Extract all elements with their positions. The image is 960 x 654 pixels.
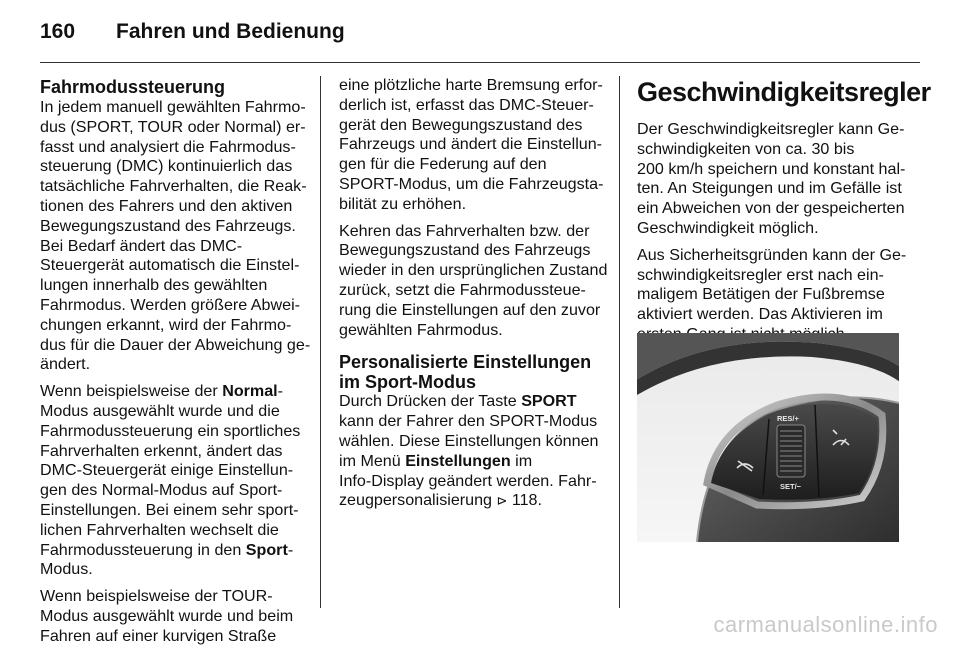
text-line: aktiviert werden. Das Aktivieren im (637, 305, 883, 324)
keyword-einstellungen: Einstellungen (405, 451, 511, 470)
text-line: gerät den Bewegungszustand des (339, 115, 583, 134)
page-title: Fahren und Bedienung (116, 20, 345, 43)
text-line: chungen erkannt, wird der Fahrmo- (40, 315, 292, 334)
text-line: Kehren das Fahrverhalten bzw. der (339, 221, 590, 240)
text-line: Fahrmodus. Werden größere Abwei- (40, 295, 300, 314)
text-line: Info-Display geändert werden. Fahr- (339, 471, 597, 490)
text-line: Der Geschwindigkeitsregler kann Ge- (637, 120, 905, 138)
text-line: schwindigkeitsregler erst nach ein- (637, 265, 884, 284)
column-1 (40, 76, 311, 654)
text-run: Durch Drücken der Taste (339, 392, 522, 411)
text-run: im (510, 451, 533, 470)
text-line: Aus Sicherheitsgründen kann der Ge- (637, 245, 907, 264)
page-number: 160 (40, 20, 76, 43)
column-2 (339, 76, 608, 518)
page-header (40, 12, 345, 52)
keyword-normal: Normal (222, 382, 278, 401)
text-line: Modus. (40, 560, 93, 579)
text-line: ein Abweichen von der gespeicherten (637, 199, 905, 218)
text-line: Fahrverhalten erkennt, ändert das (40, 441, 283, 460)
text-line: 200 km/h speichern und konstant hal- (637, 159, 906, 178)
text-line (40, 382, 308, 402)
paragraph (40, 587, 308, 646)
text-line: dus (SPORT, TOUR oder Normal) er- (40, 117, 306, 136)
text-line: eine plötzliche harte Bremsung erfor- (339, 76, 603, 94)
section-heading (339, 352, 605, 392)
text-line: Fahrzeugs und ändert die Einstellun- (339, 135, 603, 154)
text-line: kann der Fahrer den SPORT-Modus (339, 412, 598, 431)
text-line: wählen. Diese Einstellungen können (339, 431, 599, 450)
text-line: Bewegungszustand des Fahrzeugs. (40, 216, 296, 235)
text-line: lungen innerhalb des gewählten (40, 276, 268, 295)
text-line: Modus ausgewählt wurde und beim (40, 606, 294, 625)
text-line (339, 491, 605, 511)
text-line: gen des Normal-Modus auf Sport- (40, 481, 283, 500)
page-reference-link[interactable]: 118. (507, 491, 542, 510)
paragraph (339, 76, 605, 215)
keyword-sport: Sport (245, 540, 288, 559)
paragraph (40, 382, 308, 580)
watermark: carmanualsonline.info (713, 612, 938, 637)
text-line: Einstellungen. Bei einem sehr sport- (40, 500, 299, 519)
page-reference-arrow-icon: ⊳ (496, 493, 508, 509)
text-run: Wenn beispielsweise der (40, 382, 223, 401)
paragraph (637, 120, 905, 239)
text-line: Bei Bedarf ändert das DMC- (40, 236, 243, 255)
text-run: - (277, 382, 284, 401)
set-minus-label: SET/− (780, 482, 802, 491)
text-line: fasst und analysiert die Fahrmodus- (40, 137, 296, 156)
text-line: zurück, setzt die Fahrmodussteue- (339, 280, 586, 299)
chapter-heading: Geschwindigkeitsregler (637, 77, 931, 107)
paragraph (339, 221, 608, 341)
paragraph (40, 98, 311, 375)
text-line: schwindigkeiten von ca. 30 bis (637, 139, 855, 158)
text-line: DMC-Steuergerät einige Einstellun- (40, 461, 294, 480)
column-divider (619, 76, 620, 608)
heading-line: im Sport-Modus (339, 372, 476, 393)
text-run: - (287, 540, 294, 559)
text-line: derlich ist, erfasst das DMC-Steuer- (339, 95, 594, 114)
text-line: gen für die Federung auf den (339, 155, 547, 174)
header-divider (40, 62, 920, 63)
keyword-sport-button: SPORT (521, 392, 577, 411)
heading-line: Personalisierte Einstellungen (339, 352, 592, 373)
text-line: gewählten Fahrmodus. (339, 320, 503, 339)
text-line: maligem Betätigen der Fußbremse (637, 285, 885, 304)
text-line: tatsächliche Fahrverhalten, die Reak- (40, 177, 307, 196)
steering-wheel-illustration (637, 333, 899, 542)
text-line: Steuergerät automatisch die Einstel- (40, 256, 300, 275)
text-run: zeugpersonalisierung (339, 491, 497, 510)
column-divider (320, 76, 321, 608)
text-line: Modus ausgewählt wurde und die (40, 401, 280, 420)
text-line: ändert. (40, 355, 91, 374)
text-line: steuerung (DMC) kontinuierlich das (40, 157, 293, 176)
text-line: ten. An Steigungen und im Gefälle ist (637, 179, 902, 198)
text-line: Fahren auf einer kurvigen Straße (40, 626, 277, 645)
res-plus-label: RES/+ (777, 414, 799, 423)
text-line: Bewegungszustand des Fahrzeugs (339, 241, 591, 260)
steering-wheel-photo (637, 333, 899, 542)
column-3 (637, 76, 931, 352)
paragraph (339, 392, 605, 511)
text-line (339, 392, 605, 412)
text-run: im Menü (339, 451, 406, 470)
text-line: tionen des Fahrers und den aktiven (40, 196, 293, 215)
text-line: Geschwindigkeit möglich. (637, 218, 819, 237)
text-line: SPORT-Modus, um die Fahrzeugsta- (339, 174, 604, 193)
text-line: bilität zu erhöhen. (339, 194, 467, 213)
paragraph (637, 246, 905, 345)
text-line: lichen Fahrverhalten wechselt die (40, 520, 279, 539)
text-line (40, 541, 308, 561)
text-line (339, 452, 605, 472)
text-line: rung die Einstellungen auf den zuvor (339, 300, 601, 319)
text-line: dus für die Dauer der Abweichung ge- (40, 335, 311, 354)
text-line: In jedem manuell gewählten Fahrmo- (40, 98, 306, 116)
text-line: Wenn beispielsweise der TOUR- (40, 587, 273, 606)
section-heading: Fahrmodussteuerung (40, 77, 226, 97)
text-run: Fahrmodussteuerung in den (40, 540, 246, 559)
text-line: Fahrmodussteuerung ein sportliches (40, 421, 301, 440)
text-line: wieder in den ursprünglichen Zustand (339, 261, 608, 280)
